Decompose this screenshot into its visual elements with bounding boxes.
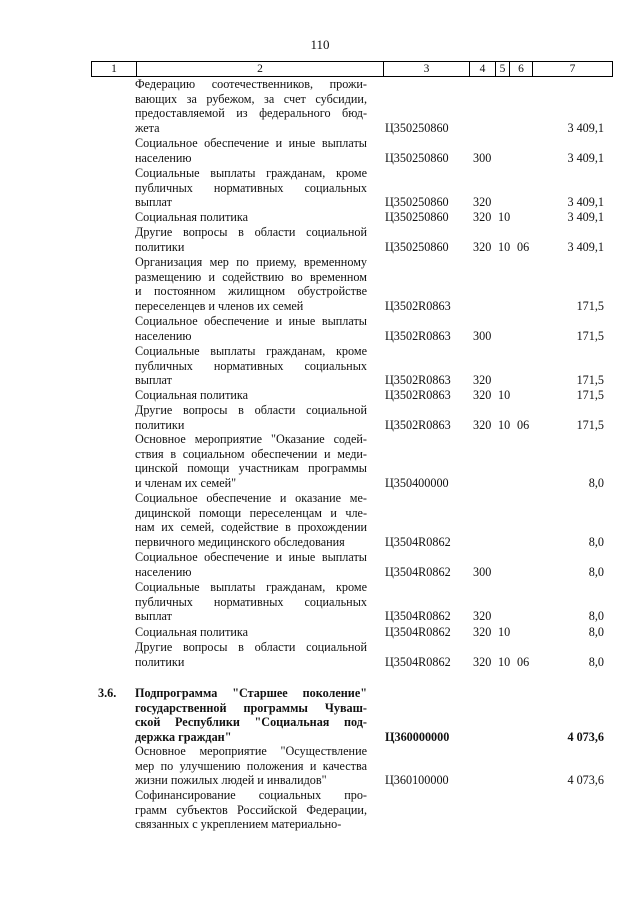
- row-name-line: первичного медицинского обследования: [135, 535, 345, 550]
- row-amount: 8,0: [588, 624, 604, 639]
- row-name-line: публичных нормативных социальных: [135, 358, 367, 373]
- table-row: [0, 403, 640, 432]
- row-amount: 3 409,1: [567, 195, 604, 210]
- row-name-line: Социальные выплаты гражданам, кроме: [135, 580, 367, 594]
- row-name: [135, 550, 367, 579]
- row-name: [135, 344, 367, 388]
- row-name-line: Организация мер по приему, временному: [135, 255, 367, 269]
- row-amount: 8,0: [588, 609, 604, 624]
- row-name-line: переселенцев и членов их семей: [135, 299, 304, 314]
- row-amount: 3 409,1: [567, 239, 604, 254]
- row-amount: 171,5: [576, 387, 604, 402]
- row-col5: 10: [498, 239, 511, 254]
- row-code: Ц3504R0862: [385, 624, 451, 639]
- row-name-line: Основное мероприятие "Оказание содей-: [135, 432, 367, 446]
- row-code: Ц3504R0862: [385, 609, 451, 624]
- row-name-line: публичных нормативных социальных: [135, 594, 367, 609]
- row-name-line: населению: [135, 328, 192, 343]
- row-name-line: Социальное обеспечение и оказание ме-: [135, 491, 367, 505]
- row-name: [135, 403, 367, 432]
- row-name: [135, 432, 367, 491]
- row-col4: 320: [473, 417, 492, 432]
- row-name-line: населению: [135, 150, 192, 165]
- row-name-line: политики: [135, 417, 185, 432]
- row-amount: 171,5: [576, 373, 604, 388]
- table-row: [0, 314, 640, 343]
- row-code: Ц350250860: [385, 239, 449, 254]
- row-name: [135, 255, 367, 314]
- row-name-line: политики: [135, 654, 185, 669]
- header-col-1: 1: [92, 62, 137, 76]
- row-code: Ц3504R0862: [385, 654, 451, 669]
- table-row: [0, 255, 640, 314]
- row-name-line: Социальное обеспечение и иные выплаты: [135, 550, 367, 564]
- table-header: [91, 61, 613, 77]
- row-name-line: Социальные выплаты гражданам, кроме: [135, 344, 367, 358]
- row-name: [135, 788, 367, 832]
- row-name-line: нам их семей, содействие в прохождении: [135, 520, 367, 535]
- page-number: 110: [310, 37, 330, 52]
- row-amount: 8,0: [588, 476, 604, 491]
- row-name-line: мер по улучшению положения и качества: [135, 758, 367, 773]
- table-row: [0, 580, 640, 624]
- row-code: Ц350250860: [385, 195, 449, 210]
- row-col4: 300: [473, 564, 492, 579]
- table-row: [0, 77, 640, 136]
- row-name-line: грамм субъектов Российской Федерации,: [135, 802, 367, 817]
- row-name-line: Подпрограмма "Старшее поколение": [135, 686, 367, 700]
- row-amount: 3 409,1: [567, 209, 604, 224]
- table-row: [0, 625, 640, 640]
- row-col4: 320: [473, 195, 492, 210]
- row-name-line: ствия в социальном обеспечении и меди-: [135, 446, 367, 461]
- row-code: Ц3502R0863: [385, 387, 451, 402]
- row-name-line: публичных нормативных социальных: [135, 180, 367, 195]
- row-name: [135, 314, 367, 343]
- header-col-2: 2: [137, 62, 384, 76]
- row-name-line: размещению и содействию во временном: [135, 269, 367, 284]
- row-name-line: ской Республики "Социальная под-: [135, 715, 367, 730]
- row-name: [135, 136, 367, 165]
- section-number: 3.6.: [98, 686, 117, 700]
- row-col4: 320: [473, 387, 492, 402]
- row-name-line: держка граждан": [135, 730, 232, 745]
- row-amount: 8,0: [588, 564, 604, 579]
- row-amount: 8,0: [588, 535, 604, 550]
- row-code: Ц3504R0862: [385, 564, 451, 579]
- table-row: [0, 686, 640, 745]
- row-code: Ц350250860: [385, 150, 449, 165]
- row-name-line: Основное мероприятие "Осуществление: [135, 744, 367, 758]
- row-col4: 320: [473, 373, 492, 388]
- row-amount: 171,5: [576, 417, 604, 432]
- row-name-line: Другие вопросы в области социальной: [135, 225, 367, 239]
- row-amount: 4 073,6: [567, 773, 604, 788]
- row-name: [135, 388, 367, 403]
- row-name: [135, 640, 367, 669]
- row-name-line: предоставляемой из федерального бюд-: [135, 106, 367, 121]
- header-col-7: 7: [569, 63, 576, 75]
- row-code: Ц3502R0863: [385, 328, 451, 343]
- row-col6: 06: [517, 654, 530, 669]
- row-name: [135, 166, 367, 210]
- row-name-line: выплат: [135, 373, 172, 388]
- row-name: [135, 491, 367, 550]
- row-name-line: Софинансирование социальных про-: [135, 788, 367, 802]
- row-col5: 10: [498, 654, 511, 669]
- table-row: [0, 388, 640, 403]
- row-col5: 10: [498, 417, 511, 432]
- row-name-line: Социальное обеспечение и иные выплаты: [135, 136, 367, 150]
- table-row: [0, 788, 640, 832]
- row-amount: 8,0: [588, 654, 604, 669]
- row-name-line: государственной программы Чуваш-: [135, 700, 367, 715]
- row-amount: 171,5: [576, 328, 604, 343]
- row-name-line: Социальная политика: [135, 388, 249, 402]
- row-name-line: дицинской помощи переселенцам и чле-: [135, 505, 367, 520]
- row-col4: 300: [473, 150, 492, 165]
- row-name: [135, 580, 367, 624]
- row-code: Ц3504R0862: [385, 535, 451, 550]
- row-amount: 3 409,1: [567, 121, 604, 136]
- row-name-line: Социальная политика: [135, 625, 249, 639]
- header-col-6: 6: [510, 62, 533, 76]
- row-name-line: Социальная политика: [135, 210, 249, 224]
- header-col-5: 5: [496, 62, 510, 76]
- table-row: [0, 744, 640, 788]
- row-col5: 10: [498, 624, 511, 639]
- row-name-line: выплат: [135, 195, 172, 210]
- table-row: [0, 136, 640, 165]
- table-row: [0, 225, 640, 254]
- table-row: [0, 210, 640, 225]
- row-name-line: жизни пожилых людей и инвалидов": [135, 773, 327, 788]
- row-code: Ц350400000: [385, 476, 449, 491]
- row-name-line: Социальные выплаты гражданам, кроме: [135, 166, 367, 180]
- row-name-line: политики: [135, 239, 185, 254]
- row-name: [135, 625, 367, 640]
- row-col4: 320: [473, 209, 492, 224]
- row-col4: 320: [473, 609, 492, 624]
- row-amount: 171,5: [576, 299, 604, 314]
- row-amount: 3 409,1: [567, 150, 604, 165]
- row-name: [135, 686, 367, 745]
- row-col6: 06: [517, 417, 530, 432]
- header-col-4: 4: [470, 62, 496, 76]
- header-col-3: 3: [384, 62, 470, 76]
- table-row: [0, 344, 640, 388]
- row-code: Ц350250860: [385, 209, 449, 224]
- row-name-line: вающих за рубежом, за счет субсидии,: [135, 91, 367, 106]
- row-name-line: Другие вопросы в области социальной: [135, 403, 367, 417]
- row-col4: 320: [473, 654, 492, 669]
- row-name: [135, 744, 367, 788]
- table-row: [0, 550, 640, 579]
- row-code: Ц3502R0863: [385, 299, 451, 314]
- row-name: [135, 210, 367, 225]
- row-code: Ц360000000: [385, 730, 450, 745]
- table-row: [0, 491, 640, 550]
- table-row: [0, 432, 640, 491]
- row-name-line: и постоянном жилищном обустройстве: [135, 284, 367, 299]
- table-row: [0, 166, 640, 210]
- table-row: [0, 640, 640, 669]
- row-name-line: населению: [135, 564, 192, 579]
- row-code: Ц350250860: [385, 121, 449, 136]
- row-code: Ц3502R0863: [385, 373, 451, 388]
- row-amount: 4 073,6: [567, 730, 604, 745]
- row-code: Ц360100000: [385, 773, 449, 788]
- row-col5: 10: [498, 209, 511, 224]
- row-name-line: связанных с укреплением материально-: [135, 817, 342, 832]
- row-name-line: Социальное обеспечение и иные выплаты: [135, 314, 367, 328]
- row-name: [135, 225, 367, 254]
- row-col4: 300: [473, 328, 492, 343]
- row-col4: 320: [473, 239, 492, 254]
- row-name-line: и членам их семей": [135, 476, 237, 491]
- row-col4: 320: [473, 624, 492, 639]
- row-col6: 06: [517, 239, 530, 254]
- row-name-line: выплат: [135, 609, 172, 624]
- row-name-line: жета: [135, 121, 160, 136]
- row-name-line: Другие вопросы в области социальной: [135, 640, 367, 654]
- row-name: [135, 77, 367, 136]
- row-col5: 10: [498, 387, 511, 402]
- row-name-line: Федерацию соотечественников, прожи-: [135, 77, 367, 91]
- row-code: Ц3502R0863: [385, 417, 451, 432]
- row-name-line: цинской помощи участникам программы: [135, 461, 367, 476]
